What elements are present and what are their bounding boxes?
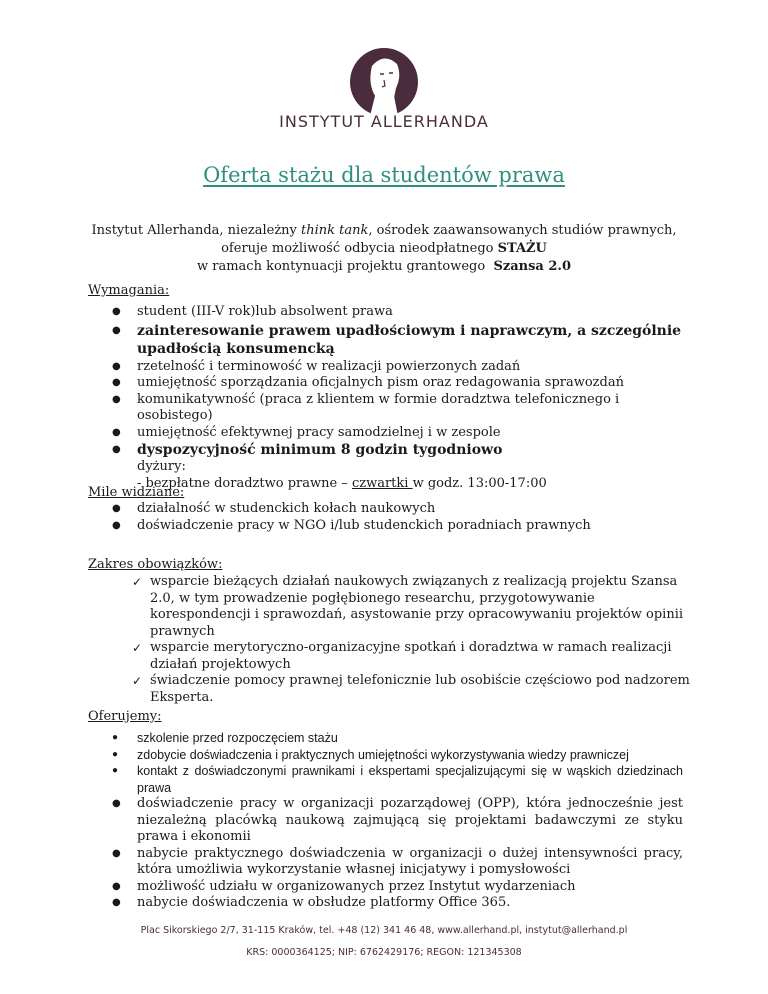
duty-hours: - bezpłatne doradztwo prawne – czwartki w godz. 13:00-17:00 <box>137 475 547 491</box>
list-item: ● zdobycie doświadczenia i praktycznych umiejętności wykorzystywania wiedzy prawniczej <box>112 747 629 762</box>
offer-list <box>112 730 683 912</box>
offer-heading: Oferujemy: <box>88 709 162 724</box>
duties-heading: Zakres obowiązków: <box>88 557 223 572</box>
list-item: ✓ wsparcie bieżących działań naukowych związanych z realizacją projektu Szansa 2.0, w tym prowadzenie pogłębionego researchu, przygotowywanie korespondencji i sprawozdań, asystowanie przy opracowywaniu projektów opinii prawnych <box>132 574 684 639</box>
footer-registry: KRS: 0000364125; NIP: 6762429176; REGON: 121345308 <box>246 947 522 958</box>
list-item: ✓ wsparcie merytoryczno-organizacyjne spotkań i doradztwa w ramach realizacji działań projektowych <box>132 640 672 672</box>
list-item: ● dyspozycyjność minimum 8 godzin tygodniowo <box>112 442 503 458</box>
institute-name: INSTYTUT ALLERHANDA <box>279 112 489 131</box>
welcome-heading: Mile widziane: <box>88 485 185 500</box>
list-item: ● działalność w studenckich kołach naukowych <box>112 501 436 516</box>
list-item: ● nabycie praktycznego doświadczenia w organizacji o dużej intensywności pracy, która umożliwia wykorzystanie własnej inicjatywy i pomysłowości <box>112 845 683 877</box>
list-item: ✓ świadczenie pomocy prawnej telefonicznie lub osobiście częściowo pod nadzorem Eksperta. <box>132 673 690 705</box>
intro-paragraph: Instytut Allerhanda, niezależny think tank, ośrodek zaawansowanych studiów prawnych, oferuje możliwość odbycia nieodpłatnego STAŻU w ramach kontynuacji projektu grantowego Szansa 2.0 <box>91 223 677 274</box>
list-item: ● szkolenie przed rozpoczęciem stażu <box>112 731 338 745</box>
welcome-list <box>112 501 697 534</box>
checkmark-icon: ✓ <box>132 575 143 589</box>
checkmark-icon: ✓ <box>132 641 143 655</box>
requirements-heading: Wymagania: <box>88 283 170 298</box>
checkmark-icon: ✓ <box>132 674 143 688</box>
duties-list <box>132 574 690 706</box>
list-item: ● umiejętność sporządzania oficjalnych pism oraz redagowania sprawozdań <box>112 375 624 390</box>
duty-label: dyżury: <box>137 459 186 474</box>
list-item: ● nabycie doświadczenia w obsłudze platformy Office 365. <box>112 895 511 910</box>
list-item: ● komunikatywność (praca z klientem w formie doradztwa telefonicznego i osobistego) <box>112 391 620 423</box>
list-item: ● doświadczenie pracy w organizacji pozarządowej (OPP), która jednocześnie jest niezależną placówką naukową zajmującą się projektami badawczymi ze styku prawa i ekonomii <box>112 796 683 844</box>
list-item: ● doświadczenie pracy w NGO i/lub studenckich poradniach prawnych <box>112 517 591 533</box>
list-item: ● student (III-V rok)lub absolwent prawa <box>112 304 393 319</box>
page-title: Oferta stażu dla studentów prawa <box>203 163 565 187</box>
list-item: ● rzetelność i terminowość w realizacji powierzonych zadań <box>112 358 521 374</box>
list-item: ● możliwość udziału w organizowanych przez Instytut wydarzeniach <box>112 878 576 894</box>
list-item: ● umiejętność efektywnej pracy samodzielnej i w zespole <box>112 424 501 440</box>
footer-contact: Plac Sikorskiego 2/7, 31-115 Kraków, tel. +48 (12) 341 46 48, www.allerhand.pl, instytut@allerhand.pl <box>140 925 628 936</box>
list-item: ● zainteresowanie prawem upadłościowym i naprawczym, a szczególnie upadłością konsumencką <box>112 322 682 357</box>
requirements-list <box>112 304 697 492</box>
list-item: ● kontakt z doświadczonymi prawnikami i ekspertami specjalizującymi się w wąskich dziedzinach prawa <box>112 764 683 795</box>
